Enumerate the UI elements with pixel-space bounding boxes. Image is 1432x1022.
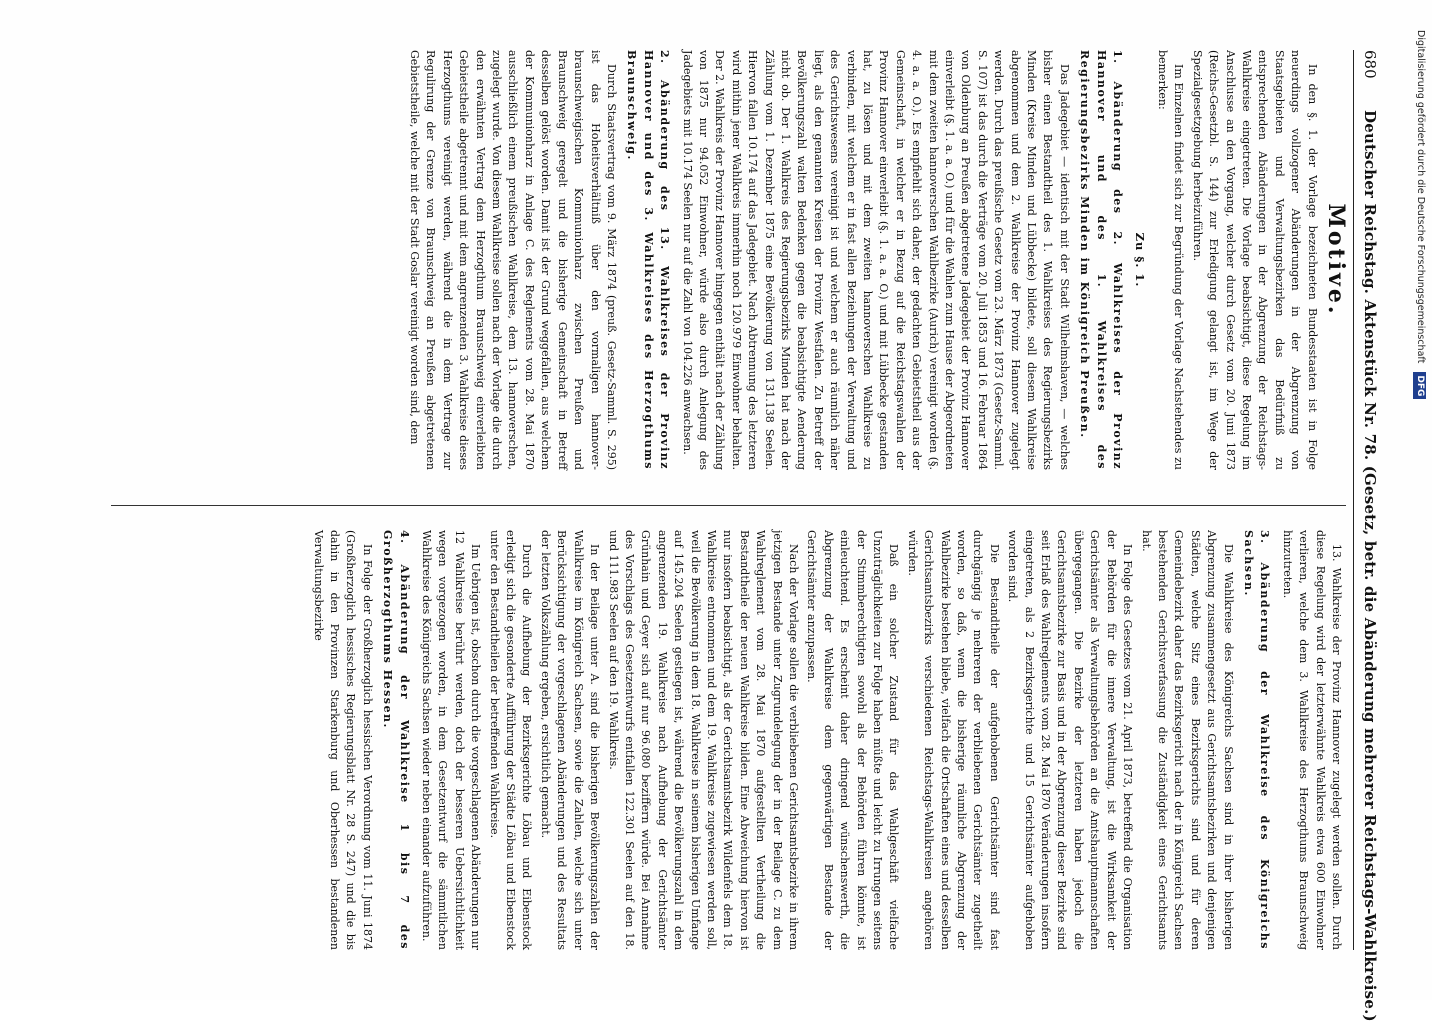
section-3-title: 3. Abänderung der Wahlkreise des Königreichs Sachsen. — [1241, 530, 1272, 950]
section-3-paragraph: Nach der Vorlage sollen die verbliebenen Gerichtsamtsbezirke in ihrem jetzigen Bestande unter Zugrundelegung der in der Beilage C. zu dem Wahlreglement vom 28. Mai 1870 aufgestellten Vertheilung die Bestandtheile der neuen Wahlkreise bilden. Eine Abweichung hiervon ist nur insofern beabsichtigt, als der Gerichtsamtsbezirk Wildenfels dem 18. Wahlkreise entnommen und dem 19. Wahlkreise zugewiesen werden soll, weil die Bevölkerung in dem 18. Wahlkreise in seinem bisherigen Umfange auf 145.204 Seelen gestiegen ist, während die Bevölkerungszahl in dem angrenzenden 19. Wahlkreise nach Aufhebung der Gerichtsämter Grünhain und Geyer sich auf nur 96.080 beziffern würde. Bei Annahme des Vorschlags des Gesetzentwurfs entfallen 122.301 Seelen auf den 18. und 111.983 Seelen auf den 19. Wahlkreis. — [606, 530, 800, 950]
section-2-title: 2. Abänderung des 13. Wahlkreises der Provinz Hannover und des 3. Wahlkreises des Herzogthums Braunschweig. — [625, 50, 672, 470]
section-3-paragraph: Daß ein solcher Zustand für das Wahlgeschäft vielfache Unzuträglichkeiten zur Folge haben müßte und leicht zu Irrungen seitens der Stimmberechtigten sowohl als der Behörden führen könnte, ist einleuchtend. Es erscheint daher dringend wünschenswerth, die Abgrenzung der Wahlkreise dem gegenwärtigen Bestande der Gerichtsämter anzupassen. — [805, 530, 901, 950]
section-1-text: Das Jadegebiet — identisch mit der Stadt Wilhelmshaven, — welches bisher einen Bestandtheil des 1. Wahlkreises des Regierungsbezirks Minden (Kreise Minden und Lübbecke) bildete, soll diesem Wahlkreise abgenommen und dem 2. Wahlkreise der Provinz Hannover zugelegt werden. Durch das preußische Gesetz vom 23. März 1873 (Gesetz-Samml. S. 107) ist das durch die Verträge vom 20. Juli 1853 und 16. Februar 1864 von Oldenburg an Preußen abgetretene Jadegebiet der Provinz Hannover einverleibt (§. 1. a. a. O.) und für die Wahlen zum Hause der Abgeordneten mit dem zweiten hannoverschen Wahlbezirke (Aurich) vereinigt worden (§. 4. a. a. O.). Es empfiehlt sich daher, der gedachten Gebietstheil aus der Gemeinschaft, in welcher er in Bezug auf die Reichstagswahlen der Provinz Hannover einverleibt (§. 1. a. a. O.) und mit Lübbecke gestanden hat, zu lösen und mit dem zweiten hannoverschen Wahlkreise zu verbinden, mit welchem er in fast allen Beziehungen der Verwaltung und des Gerichtswesens vereinigt ist und welchem er auch räumlich näher liegt, als den genannten Kreisen der Provinz Westfalen. Zu Betreff der Bevölkerungszahl walten Bedenken gegen die beabsichtigte Aenderung nicht ob. Der 1. Wahlkreis des Regierungsbezirks Minden hat nach der Zählung vom 1. Dezember 1875 eine Bevölkerung von 131.138 Seelen. Hiervon fallen 10.174 auf das Jadegebiet. Nach Abtrennung des letzteren wird mithin jener Wahlkreis immerhin noch 120.979 Einwohner behalten. Der 2. Wahlkreis der Provinz Hannover hingegen enthält nach der Zählung von 1875 nur 94.052 Einwohner, würde also durch Anlegung des Jadegebiets mit 10.174 Seelen nur auf die Zahl von 104.226 anwachsen. — [680, 50, 1071, 470]
section-3-paragraph: Durch die Aufhebung der Bezirksgerichte Löbau und Eibenstock erledigt sich die gesonderte Aufführung der Städte Löbau und Eibenstock unter den Bestandtheilen der betreffenden Wahlkreise. — [487, 530, 534, 950]
section-3-paragraph: Die Bestandtheile der aufgehobenen Gerichtsämter sind fast durchgängig je mehreren der verbliebenen Gerichtsämter zugetheilt worden, so daß, wenn die bisherige räumliche Abgrenzung der Wahlbezirke bestehen bliebe, vielfach die Ortschaften eines und desselben Gerichtsamtsbezirks verschiedenen Reichstags-Wahlkreisen angehören würden. — [905, 530, 1001, 950]
section-3-paragraph: Die Wahlkreise des Königreichs Sachsen sind in ihrer bisherigen Abgrenzung zusammengesetzt aus Gerichtsamtsbezirken und denjenigen Städten, welche Sitz eines Bezirksgerichts sind und für deren Gemeindebezirk daher das Bezirksgericht nach der in Königreich Sachsen bestehenden Gerichtsverfassung die Zuständigkeit eines Gerichtsamts hat. — [1139, 530, 1235, 950]
intro-paragraph-2: Im Einzelnen findet sich zur Begründung der Vorlage Nachstehendes zu bemerken: — [1155, 50, 1186, 470]
section-4-title: 4. Abänderung der Wahlkreise 1 bis 7 des Großherzogthums Hessen. — [381, 530, 411, 950]
left-column — [114, 50, 1349, 470]
page-number: 680 — [1361, 50, 1379, 79]
digitization-credit — [1412, 30, 1428, 970]
section-2-text: Durch Staatsvertrag vom 9. März 1874 (preuß. Gesetz-Samml. S. 295) ist das Hoheitsverhältniß über den vormaligen hannover-braunschweigischen Kommunionharz zwischen Preußen und Braunschweig geregelt und die bisherige Gemeinschaft in Betreff desselben gelöst worden. Damit ist der Grund weggefallen, aus welchem der Kommunionharz in Anlage C. des Reglements vom 28. Mai 1870 ausschließlich einem preußischen Wahlkreise, dem 13. hannoverschen, zugelegt wurde. Von diesem Wahlkreise sollen nach der Vorlage die durch den erwähnten Vertrag dem Herzogthum Braunschweig einverleibten Gebietstheile abgetrennt und mit dem angrenzenden 3. Wahlkreise dieses Herzogthums vereinigt werden, während die in dem Vertrage zur Regulirung der Grenze von Braunschweig an Preußen abgetretenen Gebietstheile, welche mit der Stadt Goslar vereinigt worden sind, dem — [408, 50, 618, 470]
section-3-paragraph: In der Beilage unter A. sind die bisherigen Bevölkerungszahlen der Wahlkreise im Königreich Sachsen, sowie die Zahlen, welche sich unter Berücksichtigung der vorgeschlagenen Abänderungen und des Resultats der letzten Volkszählung ergeben, ersichtlich gemacht. — [538, 530, 602, 950]
credit-text: Digitalisierung gefördert durch die Deutsche Forschungsgemeinschaft — [1415, 30, 1426, 364]
section-3-paragraph: In Folge des Gesetzes vom 21. April 1873, betreffend die Organisation der Behörden für die innere Verwaltung, ist die Wirksamkeit der Gerichtsämter als Verwaltungsbehörden an die Amtshauptmannschaften übergegangen. Die Bezirke der letzteren haben jedoch die Gerichtsamtsbezirke zur Basis und in der Abgrenzung dieser Bezirke sind seit Erlaß des Wahlreglements vom 28. Mai 1870 Veränderungen insofern eingetreten, als 2 Bezirksgerichte und 15 Gerichtsämter aufgehoben worden sind. — [1006, 530, 1135, 950]
right-column — [114, 530, 1344, 950]
column-divider — [111, 505, 1346, 506]
sub-heading-paragraph-1: Zu §. 1. — [1132, 232, 1147, 288]
section-3-paragraph: Im Uebrigen ist, obschon durch die vorgeschlagenen Abänderungen nur 12 Wahlkreise berührt werden, doch der besseren Uebersichtlichkeit wegen vorgezogen worden, in dem Gesetzentwurf die sämmtlichen Wahlkreise des Königreichs Sachsen wieder neben einander aufzuführen. — [420, 530, 483, 950]
intro-paragraph: In den §. 1. der Vorlage bezeichneten Bundesstaaten ist in Folge neuerdings vollzogener Abänderungen in der Abgrenzung von Staatsgebieten und Verwaltungsbezirken das Bedürfniß zu entsprechenden Abänderungen in der Abgrenzung der Reichstags-Wahlkreise eingetreten. Die Vorlage beabsichtigt, diese Regelung im Anschlusse an den Vorgang, welcher durch Gesetz vom 20. Juni 1873 (Reichs-Gesetzbl. S. 144) zur Erledigung gelangt ist, im Wege der Spezialgesetzgebung herbeizuführen. — [1190, 50, 1319, 470]
dfg-logo: DFG — [1413, 372, 1426, 399]
page-header — [1353, 50, 1384, 1022]
section-1-title: 1. Abänderung des 2. Wahlkreises der Provinz Hannover und des 1. Wahlkreises des Regierungsbezirks Minden im Königreich Preußen. — [1078, 50, 1125, 470]
running-title: Deutscher Reichstag. Aktenstück Nr. 78. (Gesetz, betr. die Abänderung mehrerer Reichstags-Wahlkreise.) — [1361, 110, 1379, 1022]
section-4-paragraph: In Folge der Großherzoglich hessischen Verordnung vom 11. Juni 1874 (Großherzoglich hessisches Regierungsblatt Nr. 28 S. 247) und die bis dahin in den Provinzen Starkenburg und Oberhessen bestandenen Verwaltungsbezirke — [311, 530, 374, 950]
continued-paragraph: 13. Wahlkreise der Provinz Hannover zugelegt werden sollen. Durch diese Regelung wird der letzterwähnte Wahlkreis etwa 600 Einwohner verlieren, welche dem 3. Wahlkreise des Herzogthums Braunschweig hinzutreten. — [1280, 530, 1343, 950]
section-heading-motive: Motive. — [1323, 203, 1349, 317]
